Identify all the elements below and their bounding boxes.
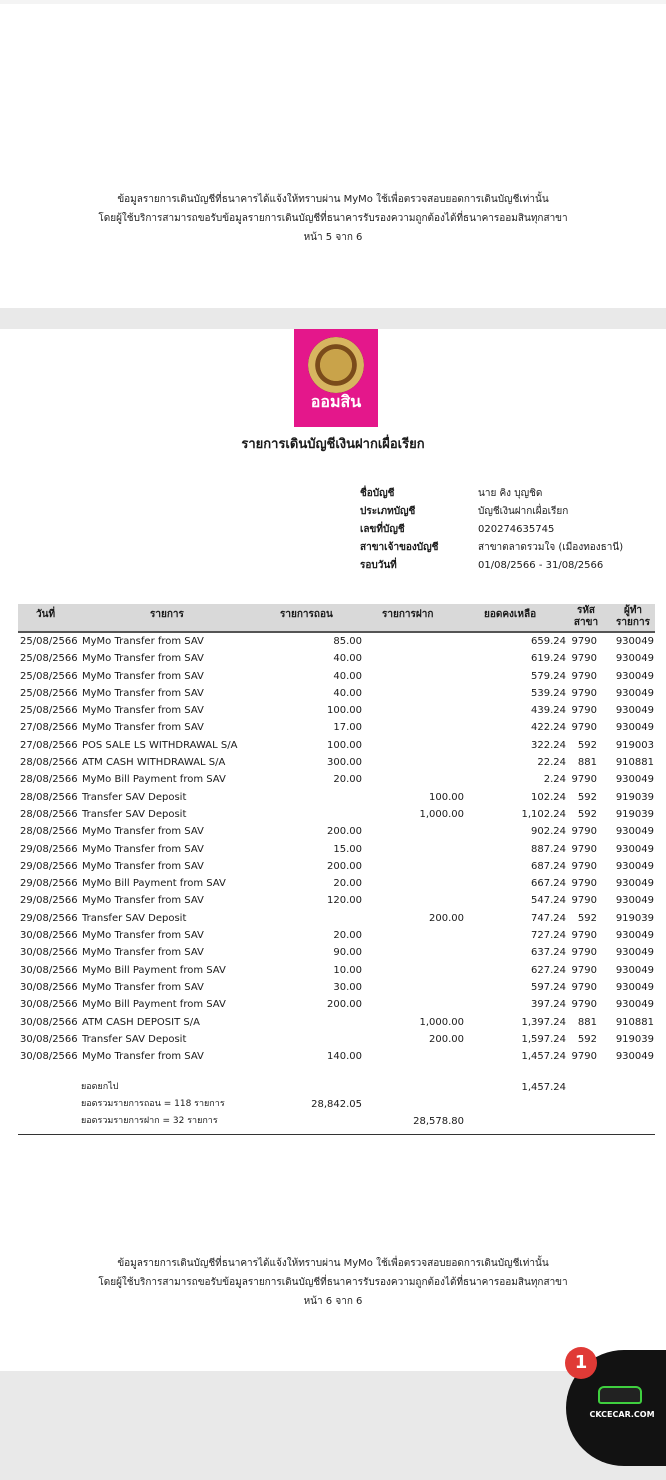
- header-description: รายการ: [150, 609, 184, 620]
- cell-description: MyMo Bill Payment from SAV: [82, 878, 226, 890]
- account-info-value: นาย คิง บุญชิด: [478, 488, 543, 499]
- cell-branch: 9790: [571, 860, 597, 872]
- cell-date: 25/08/2566: [20, 705, 78, 717]
- cell-description: Transfer SAV Deposit: [82, 1033, 187, 1045]
- cell-ref: 930049: [615, 930, 654, 942]
- cell-balance: 579.24: [531, 670, 566, 682]
- cell-withdraw: 200.00: [327, 860, 362, 872]
- cell-date: 29/08/2566: [20, 860, 78, 872]
- cell-description: MyMo Transfer from SAV: [82, 653, 204, 665]
- cell-ref: 930049: [615, 947, 654, 959]
- cell-withdraw: 300.00: [327, 757, 362, 769]
- cell-branch: 9790: [571, 999, 597, 1011]
- carry-forward-row: [18, 1079, 655, 1096]
- cell-ref: 930049: [615, 687, 654, 699]
- header-branch: [570, 605, 602, 629]
- cell-date: 25/08/2566: [20, 687, 78, 699]
- cell-balance: 659.24: [531, 636, 566, 647]
- footer-line-2: โดยผู้ใช้บริการสามารถขอรับข้อมูลรายการเดินบัญชีที่ธนาคารรับรองความถูกต้องได้ที่ธนาคารออมสินทุกสาขา: [98, 213, 568, 224]
- deposit-total-label: ยอดรวมรายการฝาก = 32 รายการ: [81, 1116, 218, 1126]
- table-body: [18, 633, 655, 1065]
- page-footer: [0, 190, 666, 247]
- cell-ref: 930049: [615, 981, 654, 993]
- cell-deposit: 100.00: [429, 791, 464, 803]
- cell-branch: 592: [577, 791, 597, 803]
- cell-date: 30/08/2566: [20, 947, 78, 959]
- cell-balance: 397.24: [531, 999, 566, 1011]
- table-row: [18, 944, 655, 961]
- car-icon: [598, 1386, 642, 1404]
- account-info-row: [360, 557, 623, 575]
- cell-deposit: 200.00: [429, 912, 464, 924]
- table-row: [18, 823, 655, 840]
- carry-forward-label: ยอดยกไป: [81, 1082, 119, 1092]
- cell-deposit: 200.00: [429, 1033, 464, 1045]
- cell-balance: 1,457.24: [521, 1051, 566, 1063]
- cell-balance: 687.24: [531, 860, 566, 872]
- table-row: [18, 892, 655, 909]
- cell-ref: 910881: [615, 757, 654, 769]
- table-row: [18, 633, 655, 650]
- cell-date: 25/08/2566: [20, 653, 78, 665]
- cell-date: 25/08/2566: [20, 670, 78, 682]
- cell-balance: 2.24: [543, 774, 566, 786]
- cell-ref: 919039: [615, 808, 654, 820]
- cell-date: 30/08/2566: [20, 964, 78, 976]
- cell-ref: 930049: [615, 826, 654, 838]
- cell-description: MyMo Transfer from SAV: [82, 636, 204, 647]
- cell-balance: 102.24: [531, 791, 566, 803]
- cell-date: 27/08/2566: [20, 739, 78, 751]
- document-title: รายการเดินบัญชีเงินฝากเผื่อเรียก: [241, 437, 425, 452]
- cell-balance: 1,397.24: [521, 1016, 566, 1028]
- cell-description: MyMo Transfer from SAV: [82, 895, 204, 907]
- table-row: [18, 1031, 655, 1048]
- cell-branch: 9790: [571, 947, 597, 959]
- cell-balance: 22.24: [537, 757, 566, 769]
- account-info-label: รอบวันที่: [360, 560, 397, 571]
- cell-description: ATM CASH DEPOSIT S/A: [82, 1016, 200, 1028]
- table-row: [18, 737, 655, 754]
- cell-description: MyMo Transfer from SAV: [82, 860, 204, 872]
- carry-forward-value: 1,457.24: [521, 1082, 566, 1093]
- cell-withdraw: 20.00: [333, 930, 362, 942]
- table-row: [18, 979, 655, 996]
- cell-date: 30/08/2566: [20, 1016, 78, 1028]
- cell-branch: 9790: [571, 774, 597, 786]
- cell-date: 29/08/2566: [20, 912, 78, 924]
- cell-description: MyMo Transfer from SAV: [82, 705, 204, 717]
- cell-withdraw: 40.00: [333, 670, 362, 682]
- table-row: [18, 719, 655, 736]
- cell-branch: 9790: [571, 705, 597, 717]
- cell-description: MyMo Transfer from SAV: [82, 947, 204, 959]
- cell-date: 29/08/2566: [20, 878, 78, 890]
- cell-description: MyMo Transfer from SAV: [82, 826, 204, 838]
- cell-description: Transfer SAV Deposit: [82, 912, 187, 924]
- cell-ref: 930049: [615, 895, 654, 907]
- account-info-row: [360, 485, 623, 503]
- cell-ref: 930049: [615, 860, 654, 872]
- cell-ref: 930049: [615, 670, 654, 682]
- table-row: [18, 910, 655, 927]
- account-info: [360, 485, 623, 575]
- account-info-value: สาขาตลาดรวมใจ (เมืองทองธานี): [478, 542, 624, 553]
- header-withdraw: รายการถอน: [280, 609, 333, 620]
- cell-branch: 9790: [571, 636, 597, 647]
- cell-description: MyMo Transfer from SAV: [82, 1051, 204, 1063]
- cell-withdraw: 200.00: [327, 826, 362, 838]
- account-info-label: สาขาเจ้าของบัญชี: [360, 542, 439, 553]
- cell-branch: 592: [577, 1033, 597, 1045]
- cell-balance: 619.24: [531, 653, 566, 665]
- transaction-table: [18, 604, 655, 1065]
- table-row: [18, 650, 655, 667]
- cell-deposit: 1,000.00: [419, 808, 464, 820]
- cell-branch: 9790: [571, 964, 597, 976]
- page-number: หน้า 6 จาก 6: [303, 1296, 363, 1307]
- cell-withdraw: 200.00: [327, 999, 362, 1011]
- cell-ref: 930049: [615, 843, 654, 855]
- cell-branch: 9790: [571, 843, 597, 855]
- header-ref: [612, 605, 654, 629]
- cell-ref: 930049: [615, 1051, 654, 1063]
- cell-ref: 930049: [615, 653, 654, 665]
- cell-description: ATM CASH WITHDRAWAL S/A: [82, 757, 226, 769]
- statement-page-5: [0, 0, 666, 308]
- account-info-value: 01/08/2566 - 31/08/2566: [478, 560, 604, 571]
- cell-ref: 919039: [615, 1033, 654, 1045]
- cell-branch: 881: [577, 1016, 597, 1028]
- summary-section: [18, 1079, 655, 1135]
- cell-deposit: 1,000.00: [419, 1016, 464, 1028]
- brand-label: CKCECAR.COM: [589, 1410, 655, 1419]
- header-balance: ยอดคงเหลือ: [484, 609, 537, 620]
- table-row: [18, 806, 655, 823]
- logo-text: ออมสิน: [310, 392, 362, 411]
- cell-description: MyMo Bill Payment from SAV: [82, 774, 226, 786]
- cell-withdraw: 120.00: [327, 895, 362, 907]
- cell-date: 29/08/2566: [20, 843, 78, 855]
- cell-balance: 727.24: [531, 930, 566, 942]
- cell-branch: 592: [577, 808, 597, 820]
- cell-withdraw: 30.00: [333, 981, 362, 993]
- cell-description: MyMo Transfer from SAV: [82, 722, 204, 734]
- cell-withdraw: 20.00: [333, 774, 362, 786]
- account-info-row: [360, 521, 623, 539]
- cell-balance: 902.24: [531, 826, 566, 838]
- cell-ref: 930049: [615, 636, 654, 647]
- cell-description: MyMo Transfer from SAV: [82, 843, 204, 855]
- cell-description: MyMo Transfer from SAV: [82, 670, 204, 682]
- table-row: [18, 841, 655, 858]
- account-info-row: [360, 539, 623, 557]
- cell-balance: 439.24: [531, 705, 566, 717]
- cell-balance: 1,102.24: [521, 808, 566, 820]
- cell-balance: 539.24: [531, 687, 566, 699]
- cell-withdraw: 40.00: [333, 687, 362, 699]
- table-row: [18, 771, 655, 788]
- footer-line-2: โดยผู้ใช้บริการสามารถขอรับข้อมูลรายการเดินบัญชีที่ธนาคารรับรองความถูกต้องได้ที่ธนาคารออมสินทุกสาขา: [98, 1277, 568, 1288]
- cell-branch: 9790: [571, 930, 597, 942]
- cell-balance: 667.24: [531, 878, 566, 890]
- cell-withdraw: 100.00: [327, 739, 362, 751]
- cell-date: 27/08/2566: [20, 722, 78, 734]
- cell-branch: 592: [577, 912, 597, 924]
- cell-date: 30/08/2566: [20, 930, 78, 942]
- cell-ref: 930049: [615, 705, 654, 717]
- cell-date: 30/08/2566: [20, 981, 78, 993]
- cell-description: POS SALE LS WITHDRAWAL S/A: [82, 739, 238, 751]
- account-info-label: ประเภทบัญชี: [360, 506, 416, 517]
- cell-ref: 930049: [615, 774, 654, 786]
- cell-ref: 919039: [615, 912, 654, 924]
- cell-ref: 930049: [615, 878, 654, 890]
- footer-line-1: ข้อมูลรายการเดินบัญชีที่ธนาคารได้แจ้งให้ทราบผ่าน MyMo ใช้เพื่อตรวจสอบยอดการเดินบัญชีเท่านั้น: [117, 194, 549, 205]
- cell-ref: 919003: [615, 739, 654, 751]
- page-number: หน้า 5 จาก 6: [303, 232, 363, 243]
- cell-date: 29/08/2566: [20, 895, 78, 907]
- account-info-label: เลขที่บัญชี: [360, 524, 405, 535]
- cell-description: Transfer SAV Deposit: [82, 808, 187, 820]
- cell-branch: 9790: [571, 826, 597, 838]
- cell-withdraw: 140.00: [327, 1051, 362, 1063]
- header-branch-top: รหัส: [576, 605, 596, 616]
- page-footer: [0, 1254, 666, 1311]
- cell-date: 28/08/2566: [20, 826, 78, 838]
- cell-ref: 930049: [615, 964, 654, 976]
- table-row: [18, 702, 655, 719]
- previous-row-strip: [0, 0, 666, 4]
- cell-branch: 9790: [571, 981, 597, 993]
- cell-branch: 9790: [571, 653, 597, 665]
- header-ref-bottom: รายการ: [616, 617, 650, 628]
- cell-branch: 9790: [571, 895, 597, 907]
- header-branch-bottom: สาขา: [573, 617, 599, 628]
- table-row: [18, 1014, 655, 1031]
- cell-balance: 547.24: [531, 895, 566, 907]
- cell-balance: 637.24: [531, 947, 566, 959]
- cell-ref: 919039: [615, 791, 654, 803]
- cell-balance: 422.24: [531, 722, 566, 734]
- cell-ref: 910881: [615, 1016, 654, 1028]
- header-ref-top: ผู้ทำ: [623, 605, 643, 616]
- cell-withdraw: 10.00: [333, 964, 362, 976]
- withdraw-total-label: ยอดรวมรายการถอน = 118 รายการ: [81, 1099, 225, 1109]
- cell-withdraw: 90.00: [333, 947, 362, 959]
- cell-date: 30/08/2566: [20, 1051, 78, 1063]
- cell-description: Transfer SAV Deposit: [82, 791, 187, 803]
- cell-date: 28/08/2566: [20, 808, 78, 820]
- cell-date: 30/08/2566: [20, 1033, 78, 1045]
- cell-balance: 322.24: [531, 739, 566, 751]
- cell-withdraw: 85.00: [333, 636, 362, 647]
- cell-branch: 9790: [571, 670, 597, 682]
- table-row: [18, 668, 655, 685]
- cell-branch: 9790: [571, 878, 597, 890]
- cell-date: 30/08/2566: [20, 999, 78, 1011]
- cell-withdraw: 15.00: [333, 843, 362, 855]
- cell-balance: 747.24: [531, 912, 566, 924]
- cell-date: 28/08/2566: [20, 774, 78, 786]
- cell-balance: 597.24: [531, 981, 566, 993]
- cell-balance: 627.24: [531, 964, 566, 976]
- account-info-row: [360, 503, 623, 521]
- account-info-value: 020274635745: [478, 524, 555, 535]
- cell-withdraw: 20.00: [333, 878, 362, 890]
- table-row: [18, 996, 655, 1013]
- cell-ref: 930049: [615, 722, 654, 734]
- table-header: [18, 604, 655, 633]
- cell-ref: 930049: [615, 999, 654, 1011]
- cell-description: MyMo Transfer from SAV: [82, 687, 204, 699]
- footer-line-1: ข้อมูลรายการเดินบัญชีที่ธนาคารได้แจ้งให้ทราบผ่าน MyMo ใช้เพื่อตรวจสอบยอดการเดินบัญชีเท่านั้น: [117, 1258, 549, 1269]
- gsb-logo: [294, 329, 378, 427]
- cell-date: 28/08/2566: [20, 757, 78, 769]
- cell-branch: 9790: [571, 687, 597, 699]
- table-row: [18, 789, 655, 806]
- account-info-label: ชื่อบัญชี: [360, 488, 395, 499]
- deposit-total-row: [18, 1113, 655, 1130]
- table-row: [18, 962, 655, 979]
- header-deposit: รายการฝาก: [382, 609, 434, 620]
- cell-balance: 887.24: [531, 843, 566, 855]
- statement-page-6: [0, 329, 666, 1371]
- table-row: [18, 1048, 655, 1065]
- cell-balance: 1,597.24: [521, 1033, 566, 1045]
- table-row: [18, 858, 655, 875]
- table-row: [18, 754, 655, 771]
- cell-branch: 9790: [571, 722, 597, 734]
- cell-withdraw: 17.00: [333, 722, 362, 734]
- cell-description: MyMo Bill Payment from SAV: [82, 964, 226, 976]
- cell-withdraw: 100.00: [327, 705, 362, 717]
- cell-description: MyMo Transfer from SAV: [82, 930, 204, 942]
- cell-description: MyMo Bill Payment from SAV: [82, 999, 226, 1011]
- table-row: [18, 875, 655, 892]
- cell-branch: 9790: [571, 1051, 597, 1063]
- table-row: [18, 927, 655, 944]
- cell-description: MyMo Transfer from SAV: [82, 981, 204, 993]
- cell-date: 28/08/2566: [20, 791, 78, 803]
- withdraw-total-row: [18, 1096, 655, 1113]
- cell-date: 25/08/2566: [20, 636, 78, 647]
- cell-branch: 592: [577, 739, 597, 751]
- seal-emblem-icon: [308, 337, 364, 393]
- header-date: วันที่: [36, 609, 56, 620]
- table-row: [18, 685, 655, 702]
- notification-count-badge[interactable]: 1: [565, 1347, 597, 1379]
- account-info-value: บัญชีเงินฝากเผื่อเรียก: [478, 506, 569, 517]
- cell-withdraw: 40.00: [333, 653, 362, 665]
- deposit-total-value: 28,578.80: [413, 1116, 464, 1127]
- cell-branch: 881: [577, 757, 597, 769]
- withdraw-total-value: 28,842.05: [311, 1099, 362, 1110]
